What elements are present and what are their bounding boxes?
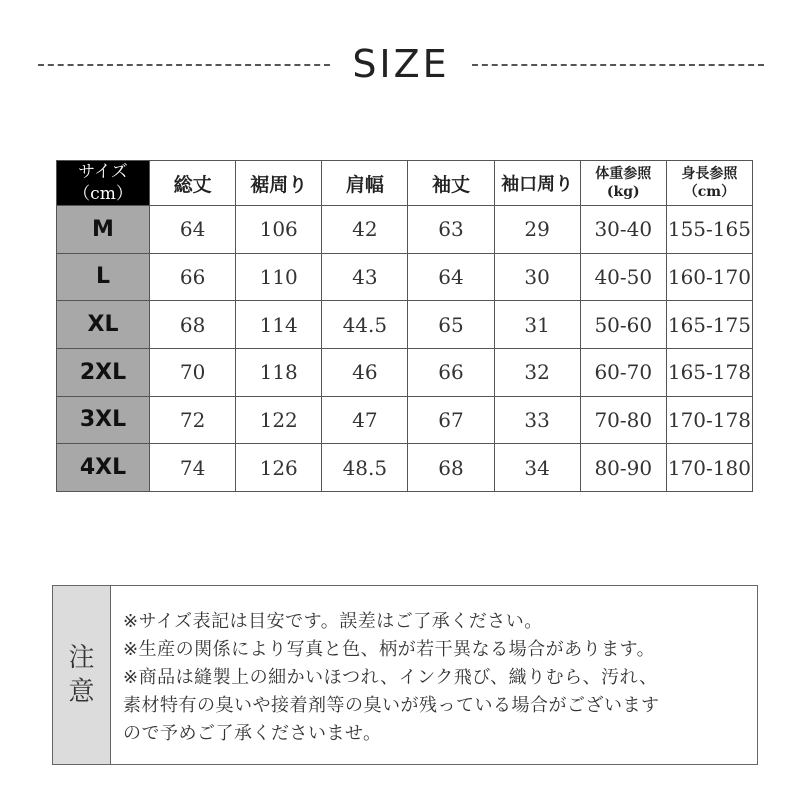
table-header-row xyxy=(57,161,753,206)
table-cell: 118 xyxy=(236,348,322,396)
table-cell: 31 xyxy=(494,301,580,349)
table-cell: 170-180 xyxy=(666,444,752,492)
column-header-sleeve-length xyxy=(408,161,494,206)
note-line: ※サイズ表記は目安です。誤差はご了承ください。 xyxy=(123,611,543,632)
table-cell: 165-178 xyxy=(666,348,752,396)
table-cell: 70-80 xyxy=(580,396,666,444)
size-header-unit: （cm） xyxy=(73,184,133,204)
title-divider-left xyxy=(38,64,330,66)
table-cell: 30-40 xyxy=(580,206,666,254)
table-cell: 30 xyxy=(494,253,580,301)
table-cell: 47 xyxy=(322,396,408,444)
column-header-label: 袖丈 xyxy=(431,173,470,196)
size-table xyxy=(56,160,753,492)
table-cell: 65 xyxy=(408,301,494,349)
table-cell: 74 xyxy=(150,444,236,492)
column-header-unit: （cm） xyxy=(683,184,736,200)
note-line: ※商品は縫製上の細かいほつれ、インク飛び、織りむら、汚れ、 xyxy=(123,667,658,688)
column-header-label: 総丈 xyxy=(173,173,212,196)
table-cell: 165-175 xyxy=(666,301,752,349)
table-cell: 34 xyxy=(494,444,580,492)
notes-label xyxy=(53,586,111,764)
notes-box xyxy=(52,585,758,765)
table-cell: 68 xyxy=(150,301,236,349)
table-cell: 67 xyxy=(408,396,494,444)
table-cell: 68 xyxy=(408,444,494,492)
table-cell: 80-90 xyxy=(580,444,666,492)
table-cell: 64 xyxy=(150,206,236,254)
note-line: ※生産の関係により写真と色、柄が若干異なる場合があります。 xyxy=(123,639,656,660)
size-label: 4XL xyxy=(57,444,150,492)
table-cell: 63 xyxy=(408,206,494,254)
column-header-label: 袖口周り xyxy=(501,174,574,195)
size-unit-header xyxy=(57,161,150,206)
table-cell: 170-178 xyxy=(666,396,752,444)
size-label: 2XL xyxy=(57,348,150,396)
table-cell: 126 xyxy=(236,444,322,492)
column-header-shoulder xyxy=(322,161,408,206)
table-row xyxy=(57,348,753,396)
table-row xyxy=(57,301,753,349)
table-cell: 29 xyxy=(494,206,580,254)
column-header-unit: (kg) xyxy=(606,184,640,200)
table-row xyxy=(57,396,753,444)
table-cell: 160-170 xyxy=(666,253,752,301)
table-cell: 40-50 xyxy=(580,253,666,301)
table-cell: 64 xyxy=(408,253,494,301)
table-cell: 32 xyxy=(494,348,580,396)
table-row xyxy=(57,206,753,254)
column-header-label: 裾周り xyxy=(250,173,308,196)
column-header-height xyxy=(666,161,752,206)
table-cell: 46 xyxy=(322,348,408,396)
column-header-cuff xyxy=(494,161,580,206)
table-cell: 66 xyxy=(408,348,494,396)
size-header-label: サイズ xyxy=(78,162,128,182)
table-cell: 122 xyxy=(236,396,322,444)
column-header-weight xyxy=(580,161,666,206)
table-row xyxy=(57,253,753,301)
table-cell: 50-60 xyxy=(580,301,666,349)
note-line: 素材特有の臭いや接着剤等の臭いが残っている場合がございます xyxy=(123,695,660,716)
table-cell: 44.5 xyxy=(322,301,408,349)
size-label: XL xyxy=(57,301,150,349)
size-label: M xyxy=(57,206,150,254)
column-header-hem xyxy=(236,161,322,206)
table-cell: 70 xyxy=(150,348,236,396)
column-header-total-length xyxy=(150,161,236,206)
table-cell: 60-70 xyxy=(580,348,666,396)
table-cell: 114 xyxy=(236,301,322,349)
notes-text xyxy=(123,608,749,748)
notes-label-text: 注意 xyxy=(68,643,95,707)
column-header-label: 身長参照 xyxy=(681,166,738,182)
table-cell: 110 xyxy=(236,253,322,301)
table-cell: 43 xyxy=(322,253,408,301)
page-title: SIZE xyxy=(352,42,450,86)
column-header-label: 肩幅 xyxy=(345,173,384,196)
table-cell: 48.5 xyxy=(322,444,408,492)
table-cell: 33 xyxy=(494,396,580,444)
note-line: ので予めご了承くださいませ。 xyxy=(123,723,382,744)
size-label: L xyxy=(57,253,150,301)
table-cell: 42 xyxy=(322,206,408,254)
title-divider-right xyxy=(472,64,764,66)
table-cell: 66 xyxy=(150,253,236,301)
table-row xyxy=(57,444,753,492)
table-cell: 155-165 xyxy=(666,206,752,254)
column-header-label: 体重参照 xyxy=(595,166,652,182)
size-label: 3XL xyxy=(57,396,150,444)
table-cell: 72 xyxy=(150,396,236,444)
table-cell: 106 xyxy=(236,206,322,254)
